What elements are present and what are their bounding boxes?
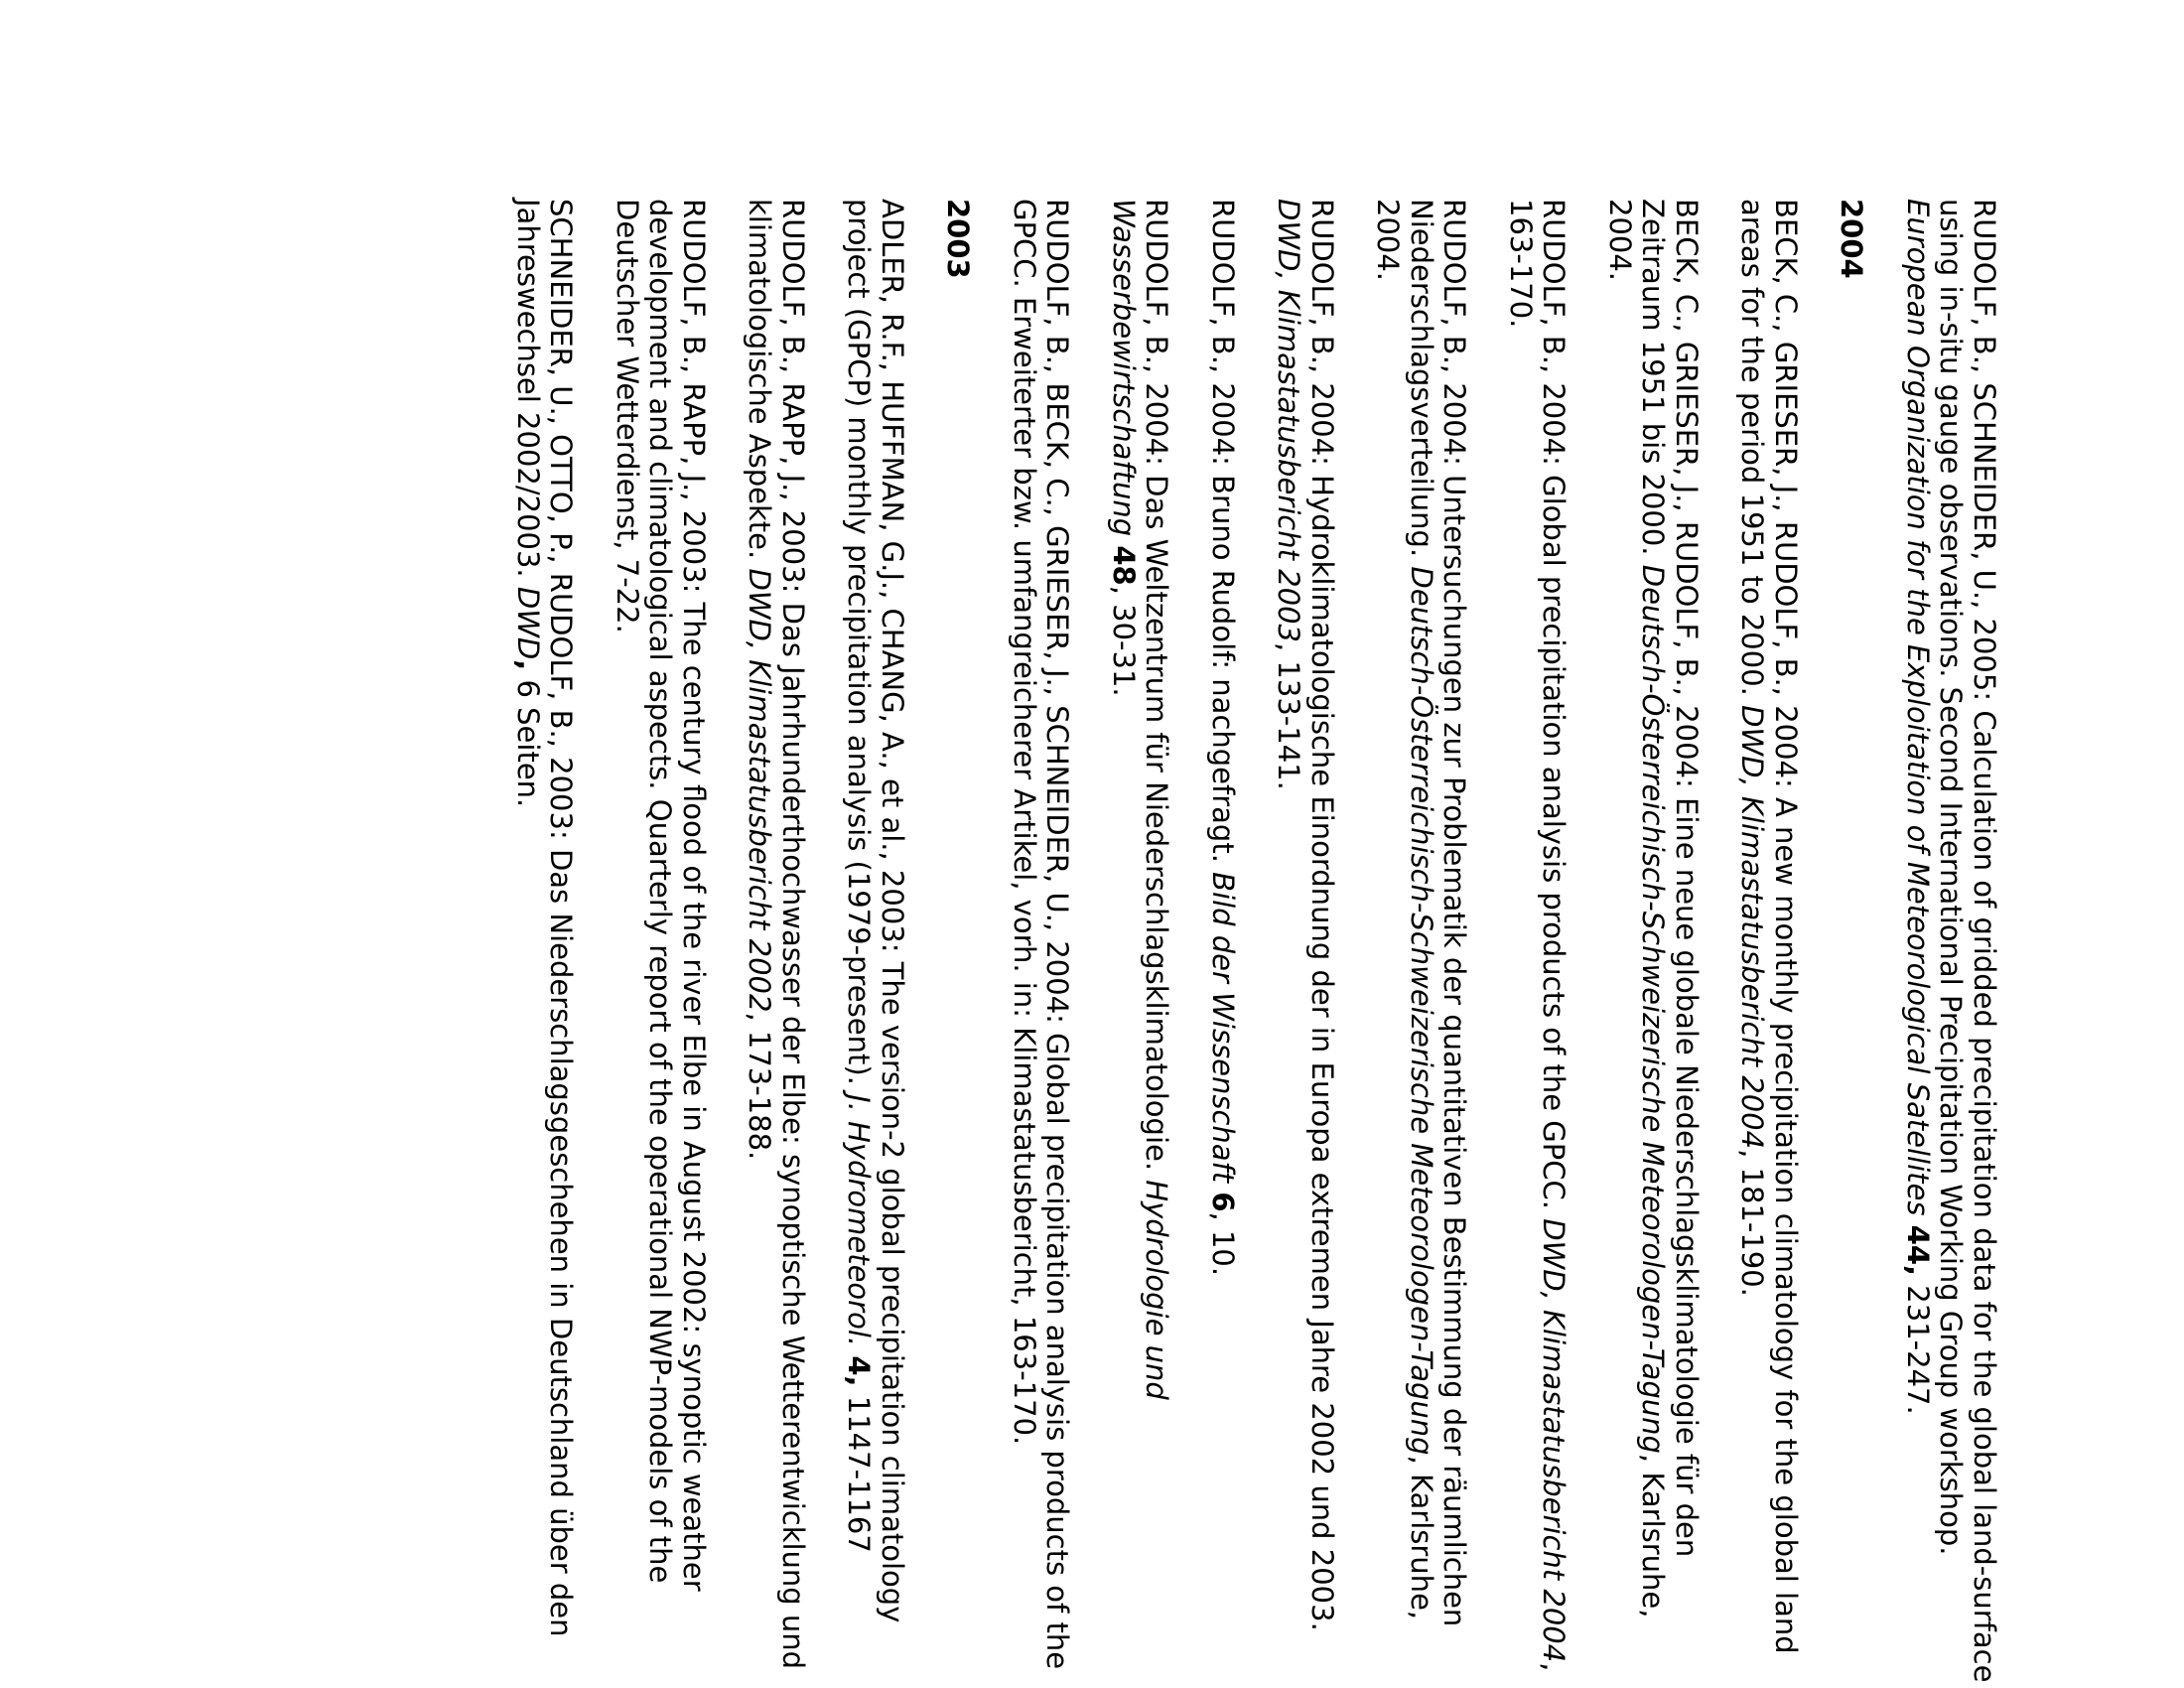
ref-title: Das Weltzentrum für Niederschlagsklimatologie. <box>1140 475 1174 1172</box>
ref-authors: RUDOLF, B., 2004: <box>1437 199 1472 466</box>
ref-source: Bild der Wissenschaft <box>1206 872 1240 1184</box>
reference-entry <box>1504 199 1570 1688</box>
ref-authors: BECK, C., GRIESER, J., RUDOLF, B., 2004: <box>1670 199 1704 788</box>
ref-source: DWD, Klimastatusbericht 2002 <box>743 568 777 1013</box>
ref-pages: , Karlsruhe, 2004. <box>1603 199 1671 1618</box>
ref-source: DWD, Klimastatusbericht 2003 <box>1272 199 1306 642</box>
ref-pages: 1147-1167 <box>842 1395 877 1553</box>
year-heading-2003: 2003 <box>941 199 976 279</box>
ref-authors: BECK, C., GRIESER, J., RUDOLF, B., 2004: <box>1769 199 1803 788</box>
ref-authors: RUDOLF, B., 2004: <box>1537 199 1571 466</box>
ref-pages: 231-247. <box>1901 1285 1935 1415</box>
ref-authors: RUDOLF, B., RAPP, J., 2003: <box>677 199 711 594</box>
ref-title: Bruno Rudolf: nachgefragt. <box>1206 475 1240 863</box>
reference-entry <box>1272 199 1338 1688</box>
ref-source: Deutsch-Österreichisch-Schweizerische Meteorologen-Tagung <box>1405 566 1438 1456</box>
ref-volume: 6 <box>1206 1192 1240 1212</box>
ref-pages: , 173-188. <box>743 1012 777 1161</box>
ref-authors: ADLER, R.F., HUFFMAN, G.J., CHANG, A., et al., 2003: <box>876 199 909 953</box>
ref-authors: RUDOLF, B., BECK, C., GRIESER, J., SCHNEIDER, U., 2004: <box>1040 199 1075 1024</box>
ref-title: Das Jahrhunderthochwasser der Elbe: synoptische Wetterentwicklung und klimatologische Aspekte. <box>743 199 810 1670</box>
ref-source: DWD <box>511 586 545 660</box>
ref-pages: , 181-190. <box>1735 1149 1770 1297</box>
ref-title: Global precipitation analysis products of the GPCC. <box>1537 475 1571 1209</box>
reference-entry <box>1206 199 1240 1688</box>
ref-pages: , 133-141. <box>1272 641 1306 790</box>
ref-authors: RUDOLF, B., SCHNEIDER, U., 2005: <box>1968 199 2001 702</box>
ref-title: Eine neue globale Niederschlagsklimatologie für den Zeitraum 1951 bis 2000. <box>1636 199 1704 1558</box>
ref-title: The century flood of the river Elbe in August 2002: synoptic weather development and climatological aspects. Quarterly report of the operational NWP-models of the Deutscher Wetterdienst, 7-22. <box>611 199 711 1592</box>
ref-pages: , 10. <box>1206 1211 1240 1277</box>
ref-title: Global precipitation analysis products of the GPCC. Erweiterter bzw. umfangreicherer Artikel, vorh. in: Klimastatusbericht, 163-170. <box>1008 199 1075 1670</box>
ref-source: Hydrologie und Wasserbewirtschaftung <box>1107 199 1174 1400</box>
ref-source: J. Hydrometeorol. <box>842 1094 877 1347</box>
year-heading-2004: 2004 <box>1835 199 1869 279</box>
ref-title: A new monthly precipitation climatology for the global land areas for the period 1951 to 2000. <box>1735 199 1803 1654</box>
ref-source: Deutsch-Österreichisch-Schweizerische Meteorologen-Tagung <box>1636 564 1671 1454</box>
ref-source: DWD, Klimastatusbericht 2004 <box>1735 705 1770 1150</box>
ref-pages: 6 Seiten. <box>511 679 545 808</box>
reference-entry <box>1901 199 2001 1688</box>
reference-entry <box>1008 199 1074 1688</box>
ref-authors: RUDOLF, B., 2004: <box>1206 199 1240 466</box>
ref-volume: 48 <box>1107 545 1141 586</box>
reference-entry <box>1603 199 1704 1688</box>
ref-volume: 44, <box>1901 1224 1935 1277</box>
reference-entry <box>1371 199 1471 1688</box>
reference-entry <box>842 199 908 1688</box>
ref-authors: SCHNEIDER, U., OTTO, P., RUDOLF, B., 2003: <box>544 199 579 840</box>
ref-title: The version-2 global precipitation climatology project (GPCP) monthly precipitation analysis (1979-present). <box>842 199 909 1623</box>
ref-pages: , 163-170. <box>1504 199 1571 1672</box>
ref-pages: , Karlsruhe, 2004. <box>1371 199 1438 1620</box>
ref-volume: , <box>511 659 545 671</box>
rotated-document-page <box>213 199 2000 1688</box>
reference-entry <box>1735 199 1802 1688</box>
reference-entry <box>1107 199 1173 1688</box>
ref-volume: 4, <box>842 1355 877 1387</box>
reference-entry <box>511 199 578 1688</box>
ref-title: Calculation of gridded precipitation data for the global land-surface using in-situ gauge observations. Second International Precipitation Working Group workshop. <box>1934 199 2001 1683</box>
ref-title: Das Niederschlagsgeschehen in Deutschland über den Jahreswechsel 2002/2003. <box>511 199 579 1637</box>
ref-source: European Organization for the Exploitation of Meteorological Satellites <box>1901 199 1935 1216</box>
ref-authors: RUDOLF, B., 2004: <box>1140 199 1174 466</box>
ref-authors: RUDOLF, B., RAPP, J., 2003: <box>776 199 810 594</box>
reference-entry <box>611 199 711 1688</box>
ref-title: Untersuchungen zur Problematik der quantitativen Bestimmung der räumlichen Niederschlagsverteilung. <box>1405 199 1472 1627</box>
ref-pages: , 30-31. <box>1107 585 1141 697</box>
ref-authors: RUDOLF, B., 2004: <box>1305 199 1339 466</box>
ref-title: Hydroklimatologische Einordnung der in Europa extremen Jahre 2002 und 2003. <box>1305 475 1339 1631</box>
ref-source: DWD, Klimastatusbericht 2004 <box>1537 1218 1571 1663</box>
reference-entry <box>743 199 809 1688</box>
